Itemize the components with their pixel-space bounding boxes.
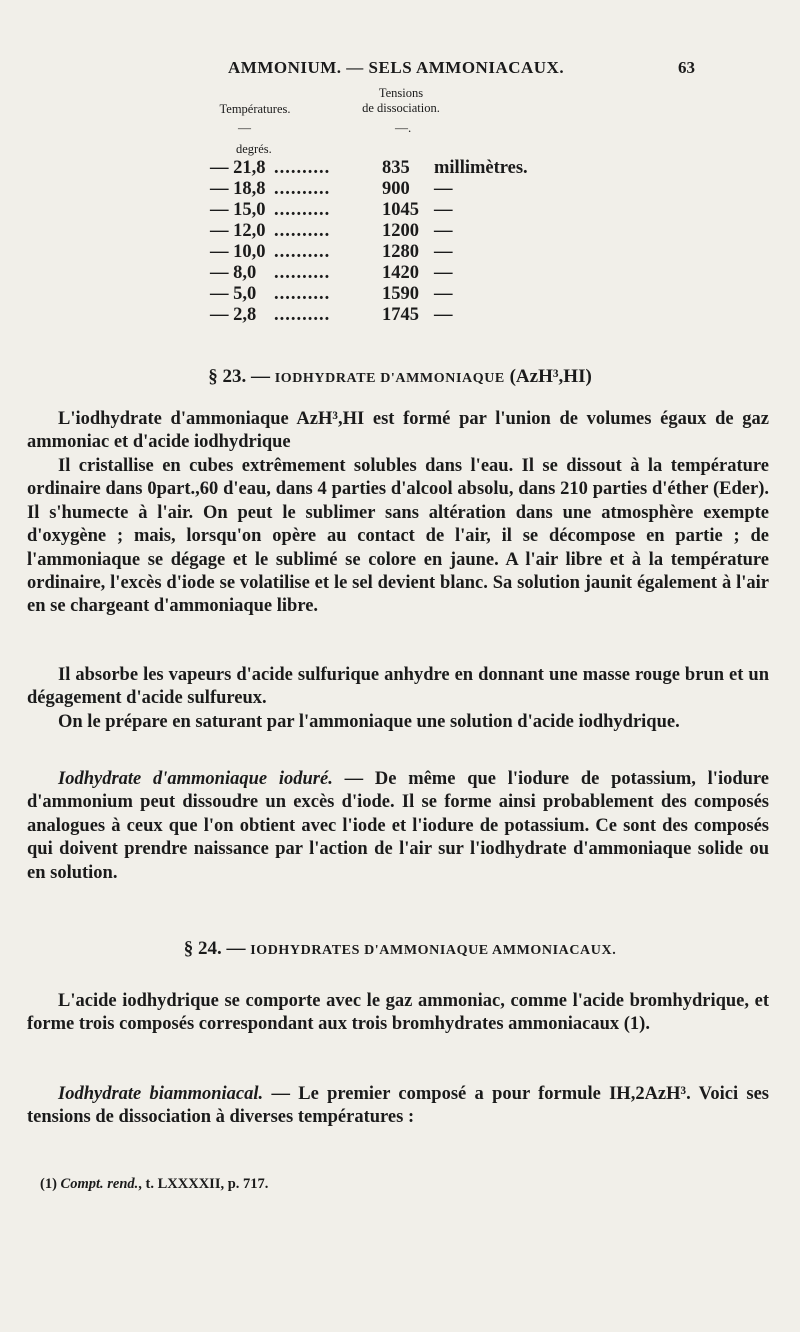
leader-dots: ..........: [274, 305, 331, 325]
temperature-cell: — 2,8: [210, 305, 257, 325]
leader-dots: ..........: [274, 158, 331, 178]
leader-dots: ..........: [274, 242, 331, 262]
unit-cell: —: [434, 179, 453, 199]
tension-cell: 1045: [382, 200, 419, 220]
dissociation-table: [210, 158, 554, 326]
paragraph-definition: L'iodhydrate d'ammoniaque AzH³,HI est formé par l'union de volumes égaux de gaz ammoniac et d'acide iodhydrique: [27, 409, 769, 453]
running-title: AMMONIUM. — SELS AMMONIACAUX.: [228, 58, 565, 77]
temperature-cell: — 10,0: [210, 242, 266, 262]
section-24-title: IODHYDRATES D'AMMONIAQUE AMMONIACAUX.: [250, 943, 617, 958]
tension-dash: —.: [395, 120, 412, 135]
temperature-cell: — 8,0: [210, 263, 257, 283]
paragraph-biammoniacal: [27, 1083, 769, 1130]
unit-cell: —: [434, 263, 453, 283]
footnote-source: Compt. rend.: [60, 1176, 139, 1192]
section-23-formula: (AzH³,HI): [509, 366, 592, 387]
paragraph-ioduré: [27, 768, 769, 885]
table-row: [210, 263, 554, 284]
tension-cell: 1590: [382, 284, 419, 304]
paragraph-ioduré-title: Iodhydrate d'ammoniaque ioduré.: [58, 769, 333, 789]
paragraph-biammoniacal-body: — Le premier composé a pour formule IH,2AzH³. Voici ses tensions de dissociation à diverses températures :: [27, 1084, 769, 1128]
page-number: 63: [678, 58, 695, 77]
footnote: [40, 1176, 268, 1193]
unit-cell: —: [434, 242, 453, 262]
paragraph-biammoniacal-title: Iodhydrate biammoniacal.: [58, 1084, 264, 1104]
column-header-temperatures: [200, 102, 310, 117]
section-24-number: § 24. —: [183, 938, 246, 959]
paragraph-properties: Il cristallise en cubes extrêmement solubles dans l'eau. Il se dissout à la température ordinaire dans 0part.,60 d'eau, dans 4 parties d'alcool absolu, dans 210 parties d'éther (Eder). Il s'humecte à l'air. On peut le sublimer sans altération dans une atmosphère exempte d'oxygène ; mais, lorsqu'on opère au contact de l'air, il se décompose en partie ; de l'ammoniaque se dégage et le sublimé se colore en jaune. A l'air libre et à la température ordinaire, l'excès d'iode se volatilise et le sel devient blanc. Sa solution jaunit également à l'air en se chargeant d'ammoniaque libre.: [27, 456, 769, 617]
footnote-mark: (1): [40, 1176, 61, 1192]
unit-cell: —: [434, 200, 453, 220]
unit-cell: —: [434, 221, 453, 241]
temperature-cell: — 5,0: [210, 284, 257, 304]
leader-dots: ..........: [274, 263, 331, 283]
tension-cell: 1200: [382, 221, 419, 241]
table-row: [210, 200, 554, 221]
temperature-cell: — 18,8: [210, 179, 266, 199]
table-row: [210, 305, 554, 326]
section-24-heading: [0, 938, 800, 960]
table-row: [210, 179, 554, 200]
section-23-title: IODHYDRATE D'AMMONIAQUE: [274, 371, 505, 386]
tension-cell: 1420: [382, 263, 419, 283]
table-row: [210, 158, 554, 179]
table-row: [210, 221, 554, 242]
footnote-reference: , t. LXXXXII, p. 717.: [138, 1176, 269, 1192]
tension-cell: 1280: [382, 242, 419, 262]
tensions-label-2: de dissociation.: [362, 101, 440, 115]
unit-cell: —: [434, 305, 453, 325]
tension-cell: 900: [382, 179, 410, 199]
tension-cell: 1745: [382, 305, 419, 325]
tensions-label-1: Tensions: [378, 86, 424, 100]
temperature-cell: — 15,0: [210, 200, 266, 220]
leader-dots: ..........: [274, 200, 331, 220]
paragraph-ioduré-body: — De même que l'iodure de potassium, l'iodure d'ammonium peut dissoudre un excès d'iode. Il se forme ainsi probablement des composés analogues à ceux que l'on obtient avec l'iode et l'iodure de potassium. Ce sont des composés qui doivent prendre naissance par l'action de l'air sur l'iodhydrate d'ammoniaque solide ou en solution.: [27, 769, 769, 883]
leader-dots: ..........: [274, 284, 331, 304]
temperature-cell: — 12,0: [210, 221, 266, 241]
temperature-units: degrés.: [236, 142, 272, 156]
temperature-dash: —: [238, 120, 251, 135]
table-row: [210, 284, 554, 305]
section-23-number: § 23. —: [208, 366, 270, 387]
paragraph-bromhydric-analogy: L'acide iodhydrique se comporte avec le gaz ammoniac, comme l'acide bromhydrique, et forme trois composés correspondant aux trois bromhydrates ammoniacaux (1).: [27, 991, 769, 1035]
section-23-heading: [0, 366, 800, 388]
running-header: [0, 58, 800, 84]
table-row: [210, 242, 554, 263]
temperatures-label: Températures.: [219, 102, 291, 116]
unit-cell: millimètres.: [434, 158, 528, 178]
leader-dots: ..........: [274, 221, 331, 241]
tension-cell: 835: [382, 158, 410, 178]
paragraph-sulfuric: Il absorbe les vapeurs d'acide sulfurique anhydre en donnant une masse rouge brun et un dégagement d'acide sulfureux.: [27, 665, 769, 709]
column-header-tensions: [336, 86, 466, 116]
paragraph-preparation: On le prépare en saturant par l'ammoniaque une solution d'acide iodhydrique.: [58, 712, 680, 732]
temperature-cell: — 21,8: [210, 158, 266, 178]
leader-dots: ..........: [274, 179, 331, 199]
unit-cell: —: [434, 284, 453, 304]
